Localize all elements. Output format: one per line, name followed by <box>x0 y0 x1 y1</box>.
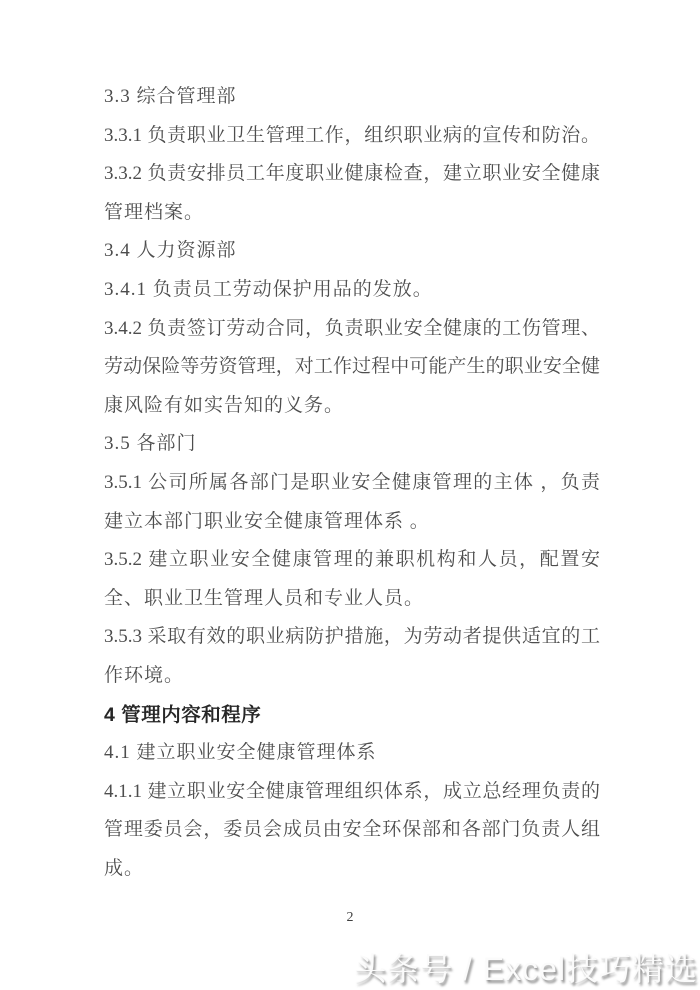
text-line: 劳动保险等劳资管理，对工作过程中可能产生的职业安全健 <box>104 356 600 378</box>
text-line: 管理委员会，委员会成员由安全环保部和各部门负责人组 <box>104 819 600 841</box>
text-line: 作环境。 <box>104 664 185 686</box>
text-line: 3.4 人力资源部 <box>104 240 237 262</box>
page-number: 2 <box>346 910 354 925</box>
text-line: 3.3.1 负责职业卫生管理工作，组织职业病的宣传和防治。 <box>104 124 600 146</box>
text-line: 3.5.1 公司所属各部门是职业安全健康管理的主体 ，负责 <box>104 471 600 493</box>
text-line: 成。 <box>104 857 145 879</box>
text-line: 3.4.2 负责签订劳动合同，负责职业安全健康的工伤管理、 <box>104 317 600 339</box>
text-line: 3.5.3 采取有效的职业病防护措施，为劳动者提供适宜的工 <box>104 626 600 648</box>
text-line: 3.3 综合管理部 <box>104 86 237 107</box>
text-line: 3.5.2 建立职业安全健康管理的兼职机构和人员，配置安 <box>104 549 600 571</box>
section-heading: 4 管理内容和程序 <box>104 703 262 726</box>
watermark: 头条号 / Excel技巧精选 <box>354 950 698 987</box>
text-line: 建立本部门职业安全健康管理体系 。 <box>104 510 430 532</box>
text-line: 4.1.1 建立职业安全健康管理组织体系，成立总经理负责的 <box>104 780 600 802</box>
text-line: 3.5 各部门 <box>104 433 197 455</box>
text-line: 3.3.2 负责安排员工年度职业健康检查，建立职业安全健康 <box>104 163 600 185</box>
text-line: 3.4.1 负责员工劳动保护用品的发放。 <box>104 278 433 300</box>
text-line: 全、职业卫生管理人员和专业人员。 <box>104 587 425 609</box>
text-line: 康风险有如实告知的义务。 <box>104 394 345 416</box>
text-line: 4.1 建立职业安全健康管理体系 <box>104 742 377 764</box>
document-body <box>104 78 600 888</box>
text-line: 管理档案。 <box>104 201 205 223</box>
